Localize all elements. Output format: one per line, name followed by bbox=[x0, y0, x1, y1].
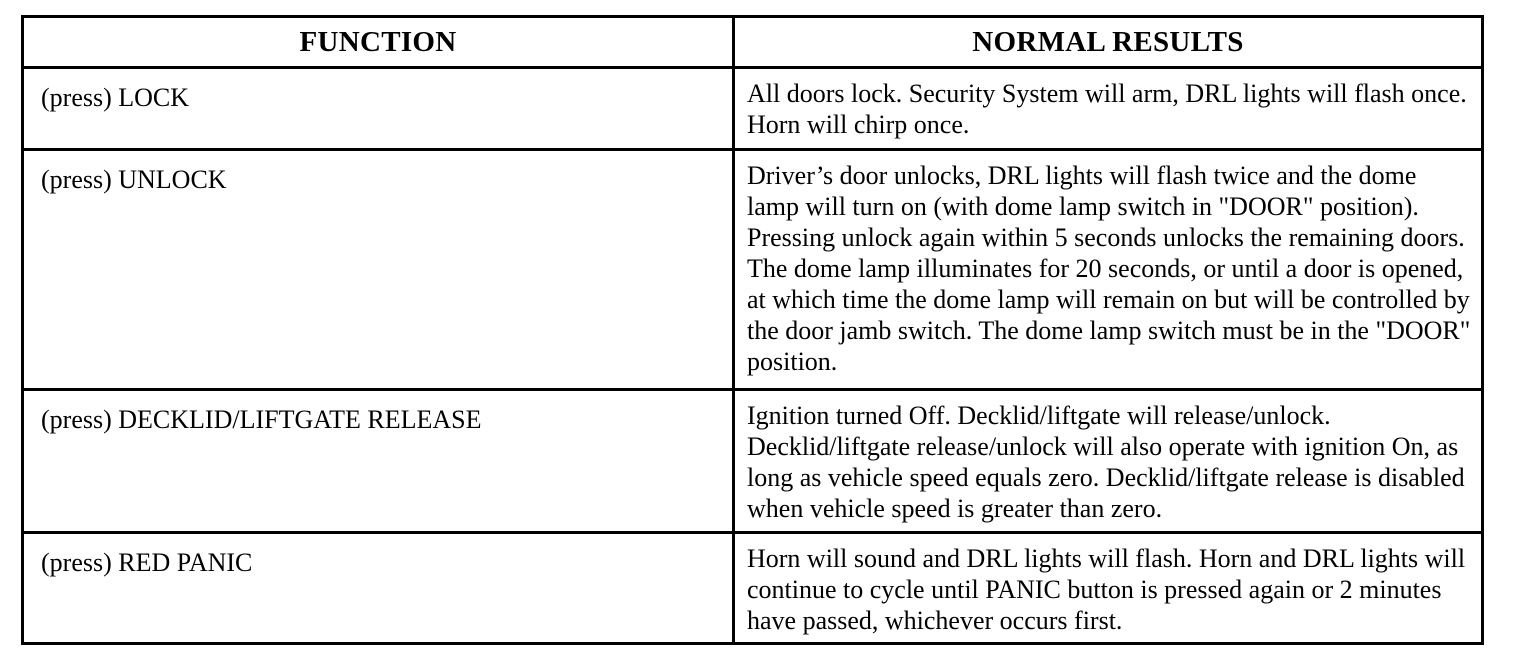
header-normal-results: NORMAL RESULTS bbox=[735, 18, 1481, 69]
function-results-table bbox=[21, 15, 1484, 645]
row-panic-function: (press) RED PANIC bbox=[24, 534, 735, 642]
row-decklid-function: (press) DECKLID/LIFTGATE RELEASE bbox=[24, 391, 735, 534]
row-unlock-result: Driver’s door unlocks, DRL lights will flash twice and the dome lamp will turn on (with dome lamp switch in "DOOR" position). Pressing unlock again within 5 seconds unlocks the remaining doors. The dome lamp illuminates for 20 seconds, or until a door is opened, at which time the dome lamp will remain on but will be controlled by the door jamb switch. The dome lamp switch must be in the "DOOR" position. bbox=[735, 151, 1481, 391]
row-lock-function: (press) LOCK bbox=[24, 69, 735, 151]
row-decklid-result: Ignition turned Off. Decklid/liftgate will release/unlock. Decklid/liftgate release/unlock will also operate with ignition On, as long as vehicle speed equals zero. Decklid/liftgate release is disabled when vehicle speed is greater than zero. bbox=[735, 391, 1481, 534]
row-unlock-function: (press) UNLOCK bbox=[24, 151, 735, 391]
row-panic-result: Horn will sound and DRL lights will flash. Horn and DRL lights will continue to cycle until PANIC button is pressed again or 2 minutes have passed, whichever occurs first. bbox=[747, 544, 1466, 635]
header-function: FUNCTION bbox=[24, 18, 735, 69]
row-lock-result: All doors lock. Security System will arm, DRL lights will flash once. Horn will chirp once. bbox=[735, 69, 1481, 151]
